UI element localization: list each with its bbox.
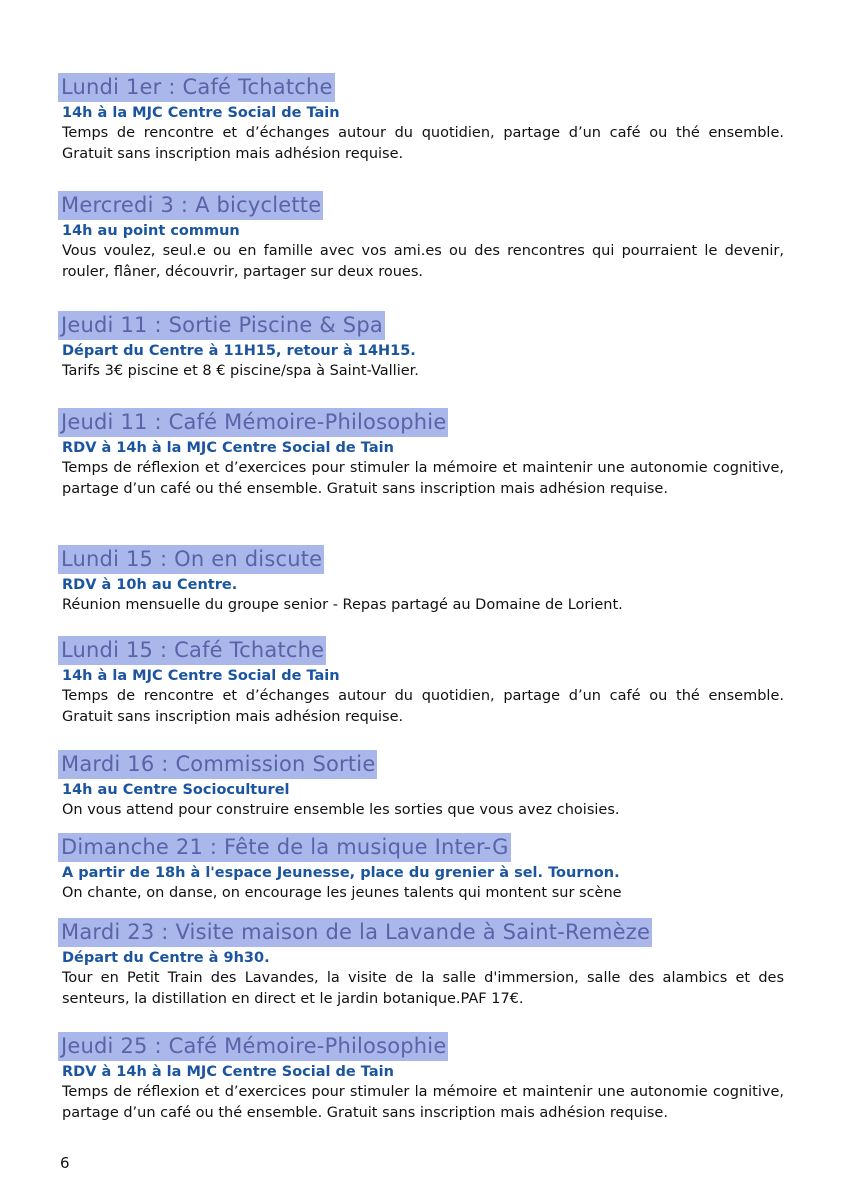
event-title: Lundi 15 : Café Tchatche: [58, 636, 326, 665]
event-description: Tarifs 3€ piscine et 8 € piscine/spa à Saint-Vallier.: [62, 363, 419, 379]
event-subtitle: 14h au point commun: [62, 223, 240, 239]
event-title: Mercredi 3 : A bicyclette: [58, 191, 323, 220]
event-subtitle: RDV à 10h au Centre.: [62, 577, 238, 593]
event-subtitle: A partir de 18h à l'espace Jeunesse, place du grenier à sel. Tournon.: [62, 865, 620, 881]
event-description: Temps de réflexion et d’exercices pour stimuler la mémoire et maintenir une autonomie cognitive, partage d’un café ou thé ensemble. Gratuit sans inscription mais adhésion requise.: [62, 460, 784, 497]
event-block: [58, 408, 784, 500]
event-subtitle: RDV à 14h à la MJC Centre Social de Tain: [62, 440, 394, 456]
page-number: 6: [60, 1154, 70, 1172]
event-title: Jeudi 11 : Café Mémoire-Philosophie: [58, 408, 448, 437]
event-block: [58, 918, 784, 1010]
event-subtitle: Départ du Centre à 9h30.: [62, 950, 270, 966]
event-description: Temps de rencontre et d’échanges autour du quotidien, partage d’un café ou thé ensemble. Gratuit sans inscription mais adhésion requise.: [62, 688, 784, 725]
event-subtitle: 14h à la MJC Centre Social de Tain: [62, 668, 340, 684]
event-block: [58, 1032, 784, 1124]
event-title: Jeudi 25 : Café Mémoire-Philosophie: [58, 1032, 448, 1061]
event-description: On chante, on danse, on encourage les jeunes talents qui montent sur scène: [62, 885, 622, 901]
event-title: Lundi 1er : Café Tchatche: [58, 73, 335, 102]
event-block: [58, 311, 784, 382]
event-block: [58, 833, 784, 904]
event-subtitle: 14h au Centre Socioculturel: [62, 782, 290, 798]
event-block: [58, 191, 784, 283]
event-block: [58, 545, 784, 616]
event-description: Temps de réflexion et d’exercices pour stimuler la mémoire et maintenir une autonomie cognitive, partage d’un café ou thé ensemble. Gratuit sans inscription mais adhésion requise.: [62, 1084, 784, 1121]
event-block: [58, 750, 784, 821]
event-title: Dimanche 21 : Fête de la musique Inter-G: [58, 833, 511, 862]
event-description: Temps de rencontre et d’échanges autour du quotidien, partage d’un café ou thé ensemble. Gratuit sans inscription mais adhésion requise.: [62, 125, 784, 162]
event-title: Jeudi 11 : Sortie Piscine & Spa: [58, 311, 385, 340]
event-subtitle: 14h à la MJC Centre Social de Tain: [62, 105, 340, 121]
event-description: On vous attend pour construire ensemble les sorties que vous avez choisies.: [62, 802, 620, 818]
event-subtitle: Départ du Centre à 11H15, retour à 14H15.: [62, 343, 416, 359]
event-description: Vous voulez, seul.e ou en famille avec vos ami.es ou des rencontres qui pourraient le devenir, rouler, flâner, découvrir, partager sur deux roues.: [62, 243, 784, 280]
event-title: Lundi 15 : On en discute: [58, 545, 324, 574]
event-subtitle: RDV à 14h à la MJC Centre Social de Tain: [62, 1064, 394, 1080]
event-block: [58, 73, 784, 165]
event-description: Réunion mensuelle du groupe senior - Repas partagé au Domaine de Lorient.: [62, 597, 623, 613]
event-description: Tour en Petit Train des Lavandes, la visite de la salle d'immersion, salle des alambics et des senteurs, la distillation en direct et le jardin botanique.PAF 17€.: [62, 970, 784, 1007]
event-title: Mardi 23 : Visite maison de la Lavande à Saint-Remèze: [58, 918, 652, 947]
event-block: [58, 636, 784, 728]
event-title: Mardi 16 : Commission Sortie: [58, 750, 377, 779]
